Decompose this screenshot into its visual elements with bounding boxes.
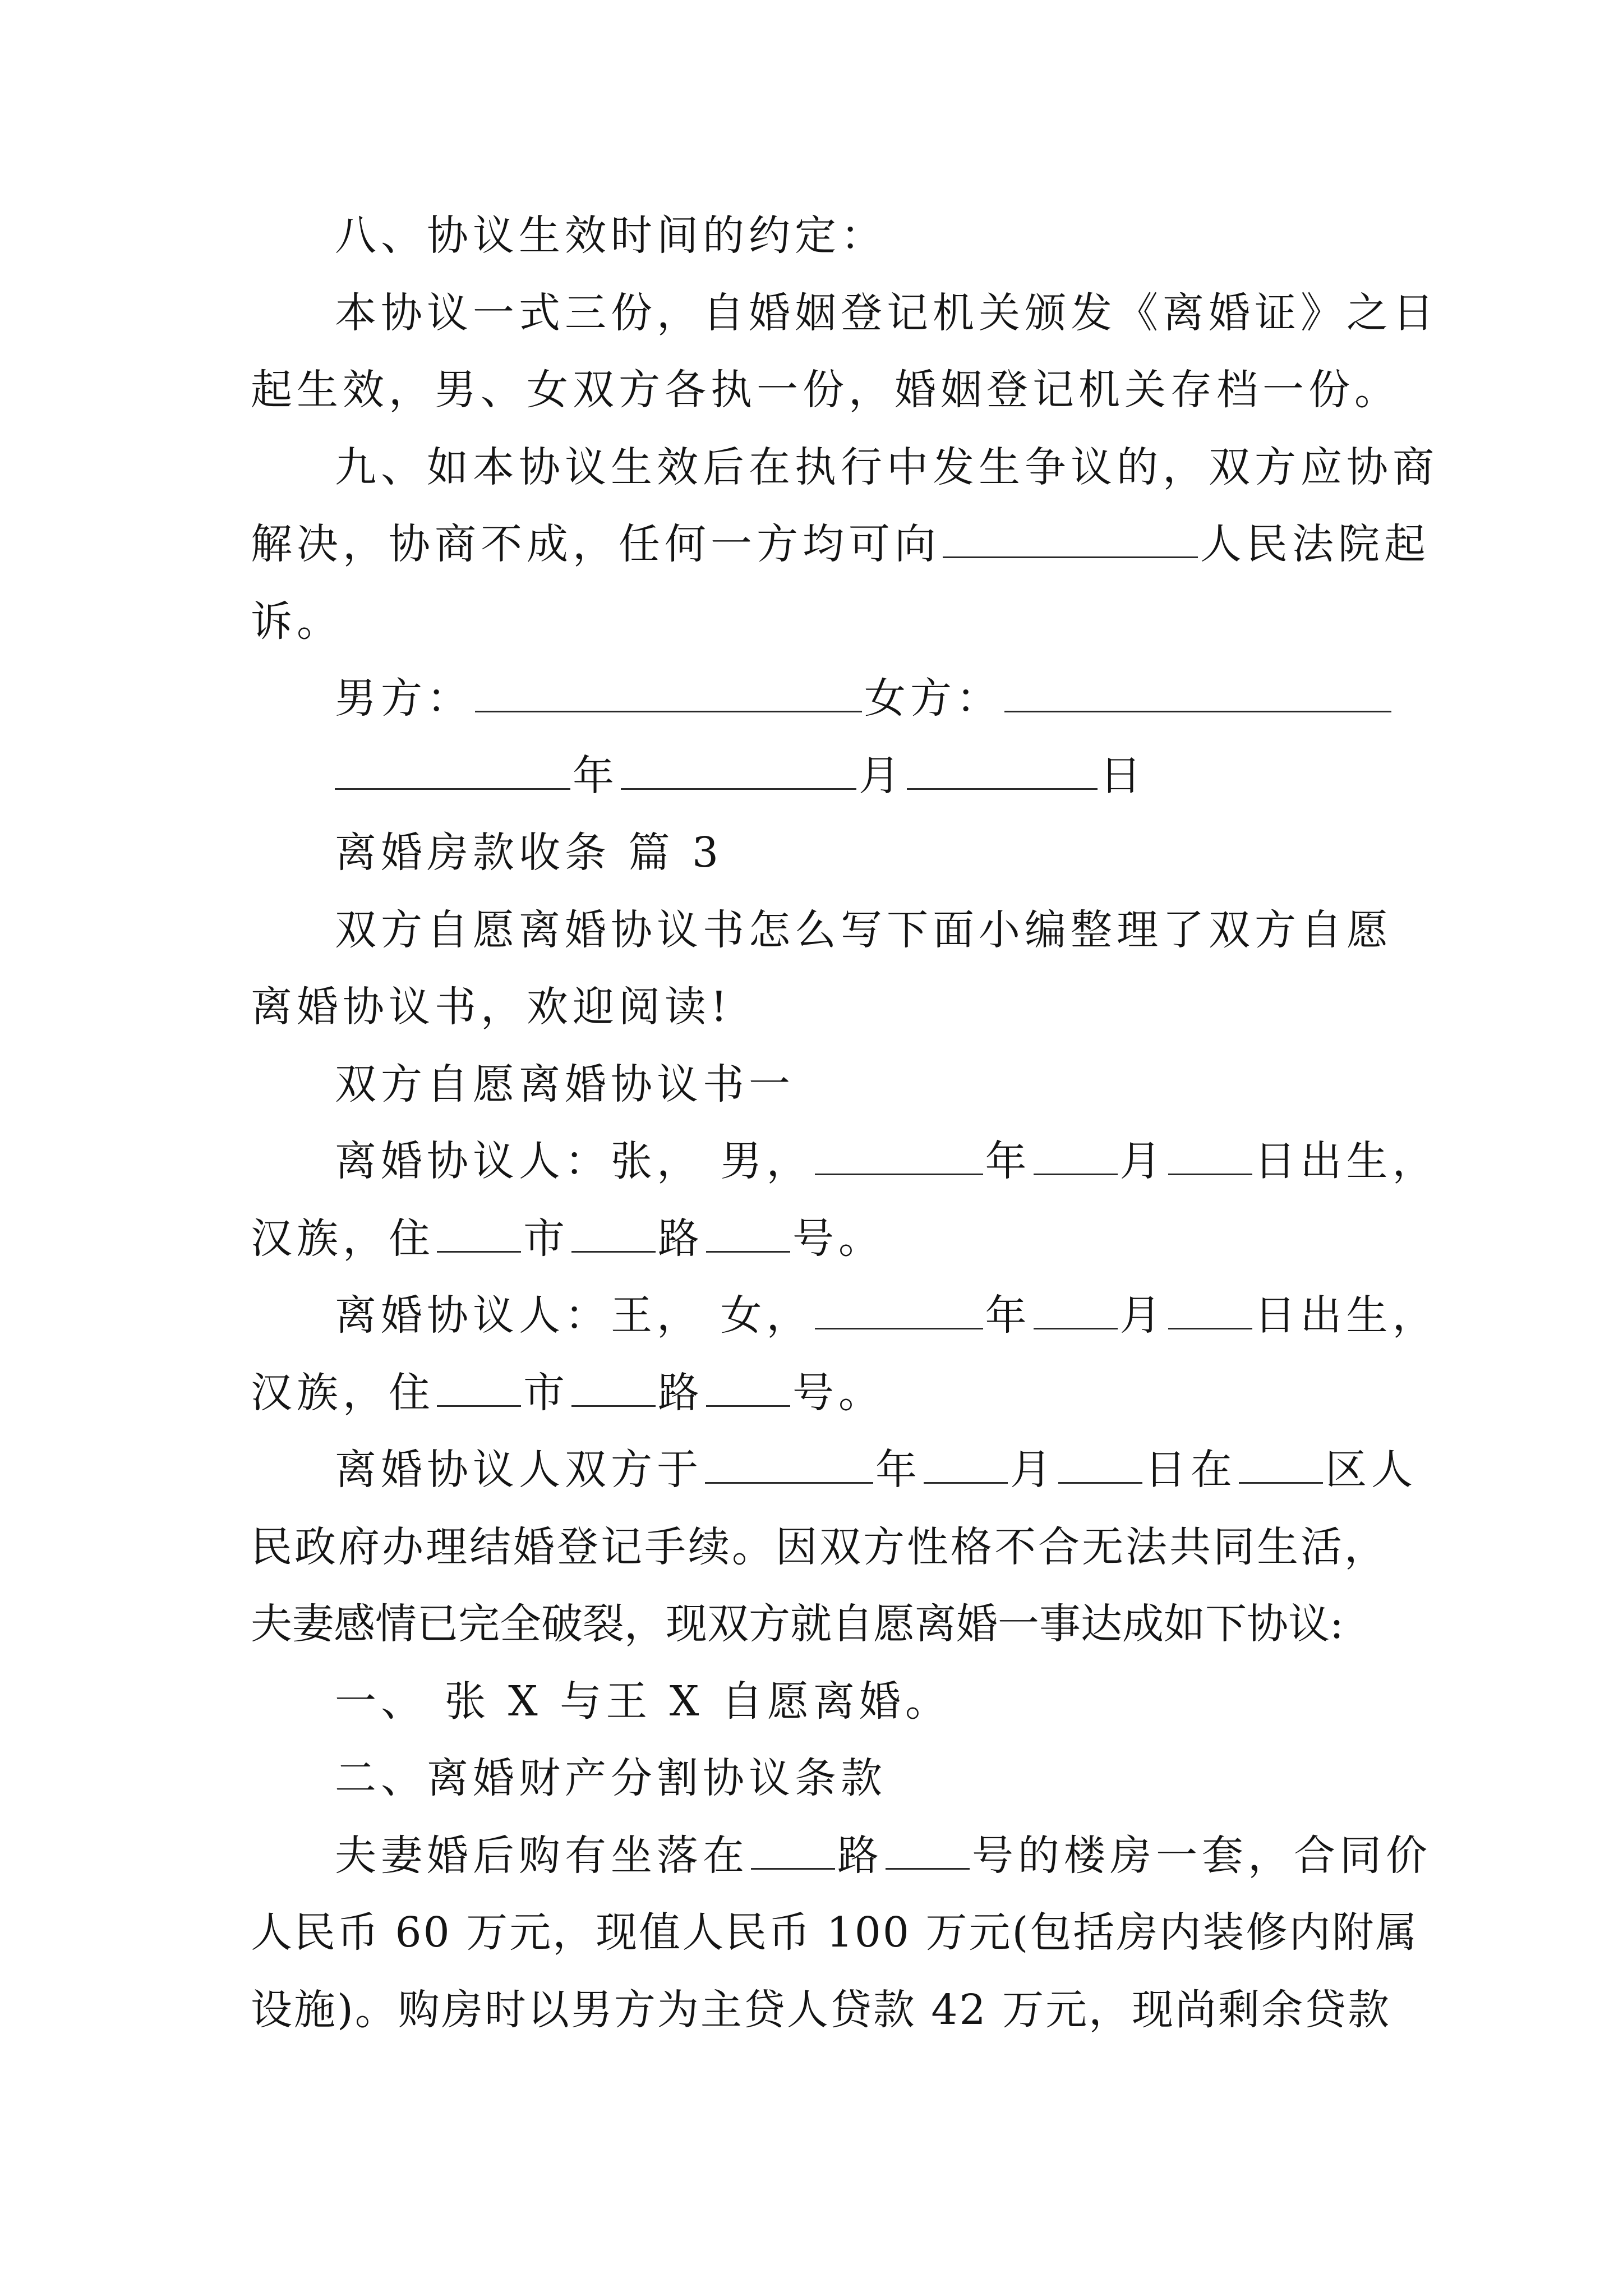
text-fragment: 月 (1119, 1137, 1166, 1185)
paragraph-line: 离婚协议书，欢迎阅读! (251, 983, 732, 1031)
birth-year-blank (815, 1139, 983, 1175)
year-blank (335, 753, 570, 790)
birth-day-blank (1168, 1293, 1252, 1329)
text-fragment: 人民法院起 (1200, 520, 1430, 568)
month-blank (621, 753, 856, 790)
address-line (251, 1200, 1378, 1278)
paragraph-line: 九、如本协议生效后在执行中发生争议的，双方应协商 (335, 443, 1438, 491)
number-blank (886, 1833, 970, 1870)
paragraph-line (251, 1818, 1432, 1895)
paragraph-line: 民政府办理结婚登记手续。因双方性格不合无法共同生活， (251, 1522, 1388, 1571)
paragraph-line: 人民币 60 万元，现值人民币 100 万元(包括房内装修内附属 (251, 1908, 1419, 1957)
text-fragment: 解决，协商不成，任何一方均可向 (251, 520, 940, 568)
text-fragment: 号的楼房一套，合同价 (972, 1831, 1432, 1880)
text-fragment: 离婚协议人：王， 女， (335, 1291, 813, 1340)
birth-year-blank (815, 1293, 983, 1329)
birth-month-blank (1034, 1139, 1118, 1175)
birth-month-blank (1034, 1293, 1118, 1329)
female-signature-blank (1004, 676, 1391, 712)
text-fragment: 夫妻婚后购有坐落在 (335, 1831, 749, 1880)
road-blank (571, 1370, 656, 1407)
text-fragment: 年 (875, 1446, 921, 1494)
address-line (251, 1355, 1378, 1432)
paragraph-line: 诉。 (251, 597, 343, 646)
sub-title: 双方自愿离婚协议书一 (335, 1060, 795, 1108)
text-fragment: 年 (985, 1137, 1031, 1185)
text-fragment: 离婚协议人双方于 (335, 1446, 703, 1494)
district-blank (1239, 1447, 1323, 1484)
text-fragment: 号。 (792, 1214, 884, 1263)
road-blank (571, 1216, 656, 1253)
party-line (251, 1277, 1438, 1355)
text-fragment: 离婚协议人：张， 男， (335, 1137, 813, 1185)
birth-day-blank (1168, 1139, 1252, 1175)
text-fragment: 月 (1010, 1446, 1056, 1494)
section-heading-8: 八、协议生效时间的约定： (335, 211, 887, 260)
city-blank (437, 1216, 521, 1253)
date-line (251, 738, 1378, 815)
article-title: 离婚房款收条 篇 3 (335, 829, 723, 877)
text-fragment: 月 (1119, 1291, 1166, 1340)
marriage-month-blank (924, 1447, 1008, 1484)
clause-2-heading: 二、离婚财产分割协议条款 (335, 1754, 887, 1802)
paragraph-line: 设施)。购房时以男方为主贷人贷款 42 万元，现尚剩余贷款 (251, 1985, 1391, 2034)
text-fragment: 年 (985, 1291, 1031, 1340)
text-fragment: 日在 (1145, 1446, 1237, 1494)
signature-line (251, 660, 1378, 738)
male-signature-blank (475, 676, 862, 712)
marriage-year-blank (705, 1447, 873, 1484)
text-fragment: 号。 (792, 1368, 884, 1417)
text-fragment: 路 (837, 1831, 883, 1880)
text-fragment: 路 (658, 1368, 704, 1417)
document-body (251, 197, 1438, 2049)
road-blank (751, 1833, 835, 1870)
party-line (251, 1123, 1438, 1200)
text-fragment: 汉族，住 (251, 1214, 435, 1263)
paragraph-line (251, 506, 1430, 583)
city-blank (437, 1370, 521, 1407)
paragraph-line: 起生效，男、女双方各执一份，婚姻登记机关存档一份。 (251, 366, 1400, 414)
male-party-label: 男方： (335, 674, 473, 723)
clause-1: 一、 张 X 与王 X 自愿离婚。 (335, 1677, 951, 1726)
paragraph-line: 本协议一式三份，自婚姻登记机关颁发《离婚证》之日 (335, 288, 1438, 337)
day-blank (907, 753, 1098, 790)
number-blank (706, 1216, 790, 1253)
paragraph-line (251, 1432, 1417, 1509)
marriage-day-blank (1058, 1447, 1142, 1484)
paragraph-line: 夫妻感情已完全破裂，现双方就自愿离婚一事达成如下协议: (251, 1600, 1344, 1648)
text-fragment: 路 (658, 1214, 704, 1263)
text-fragment: 日出生， (1254, 1137, 1438, 1185)
text-fragment: 市 (523, 1368, 569, 1417)
paragraph-line: 双方自愿离婚协议书怎么写下面小编整理了双方自愿 (335, 905, 1393, 954)
text-fragment: 市 (523, 1214, 569, 1263)
text-fragment: 日出生， (1254, 1291, 1438, 1340)
text-fragment: 汉族，住 (251, 1368, 435, 1417)
court-name-blank (943, 522, 1198, 558)
number-blank (706, 1370, 790, 1407)
female-party-label: 女方： (864, 674, 1002, 723)
text-fragment: 区人 (1325, 1446, 1417, 1494)
day-label: 日 (1100, 751, 1146, 800)
month-label: 月 (859, 751, 905, 800)
year-label: 年 (573, 751, 619, 800)
